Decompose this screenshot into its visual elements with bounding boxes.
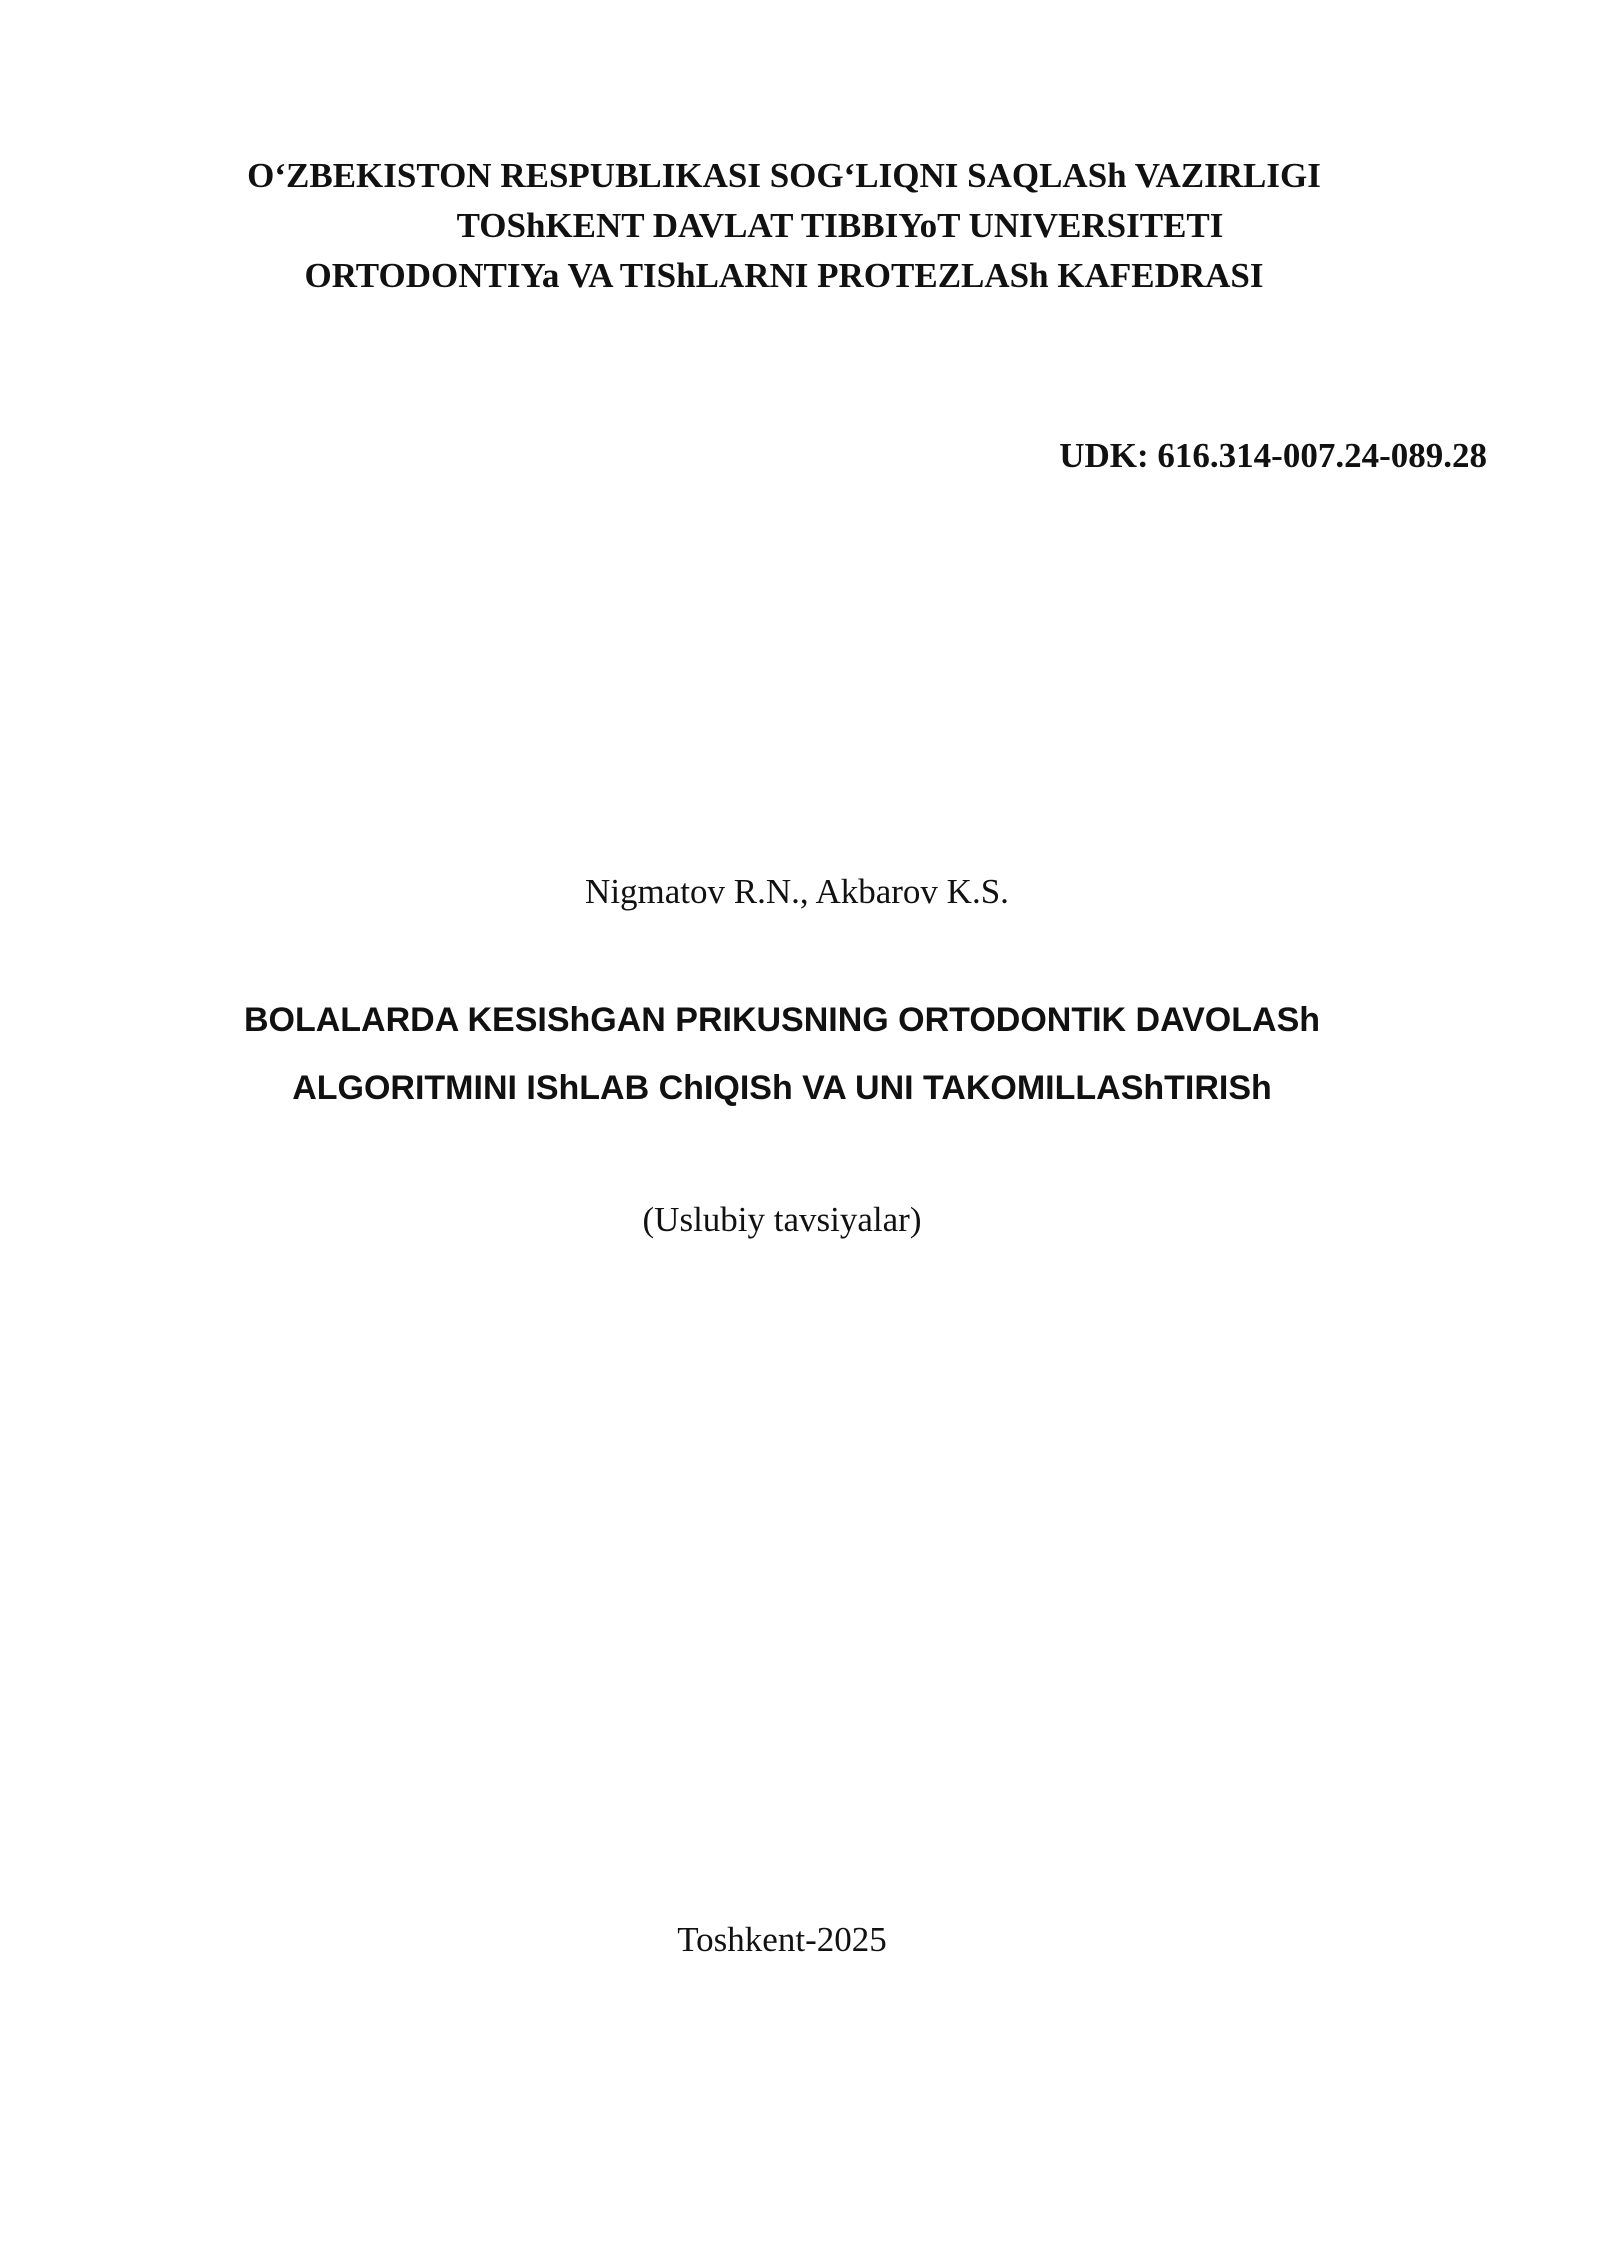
university-name: TOShKENT DAVLAT TIBBIYoT UNIVERSITETI	[456, 206, 1224, 245]
document-subtitle: (Uslubiy tavsiyalar)	[642, 1200, 922, 1239]
ministry-name: O‘ZBEKISTON RESPUBLIKASI SOG‘LIQNI SAQLASh VAZIRLIGI	[247, 156, 1321, 195]
department-name: ORTODONTIYa VA TIShLARNI PROTEZLASh KAFEDRASI	[304, 256, 1264, 295]
document-title-line-2: ALGORITMINI IShLAB ChIQISh VA UNI TAKOMILLAShTIRISh	[292, 1069, 1272, 1107]
authors: Nigmatov R.N., Akbarov K.S.	[585, 872, 1009, 911]
place-and-year: Toshkent-2025	[677, 1920, 887, 1959]
document-title-line-1: BOLALARDA KESIShGAN PRIKUSNING ORTODONTIK DAVOLASh	[243, 1001, 1321, 1039]
udk-code: UDK: 616.314-007.24-089.28	[1059, 436, 1487, 475]
